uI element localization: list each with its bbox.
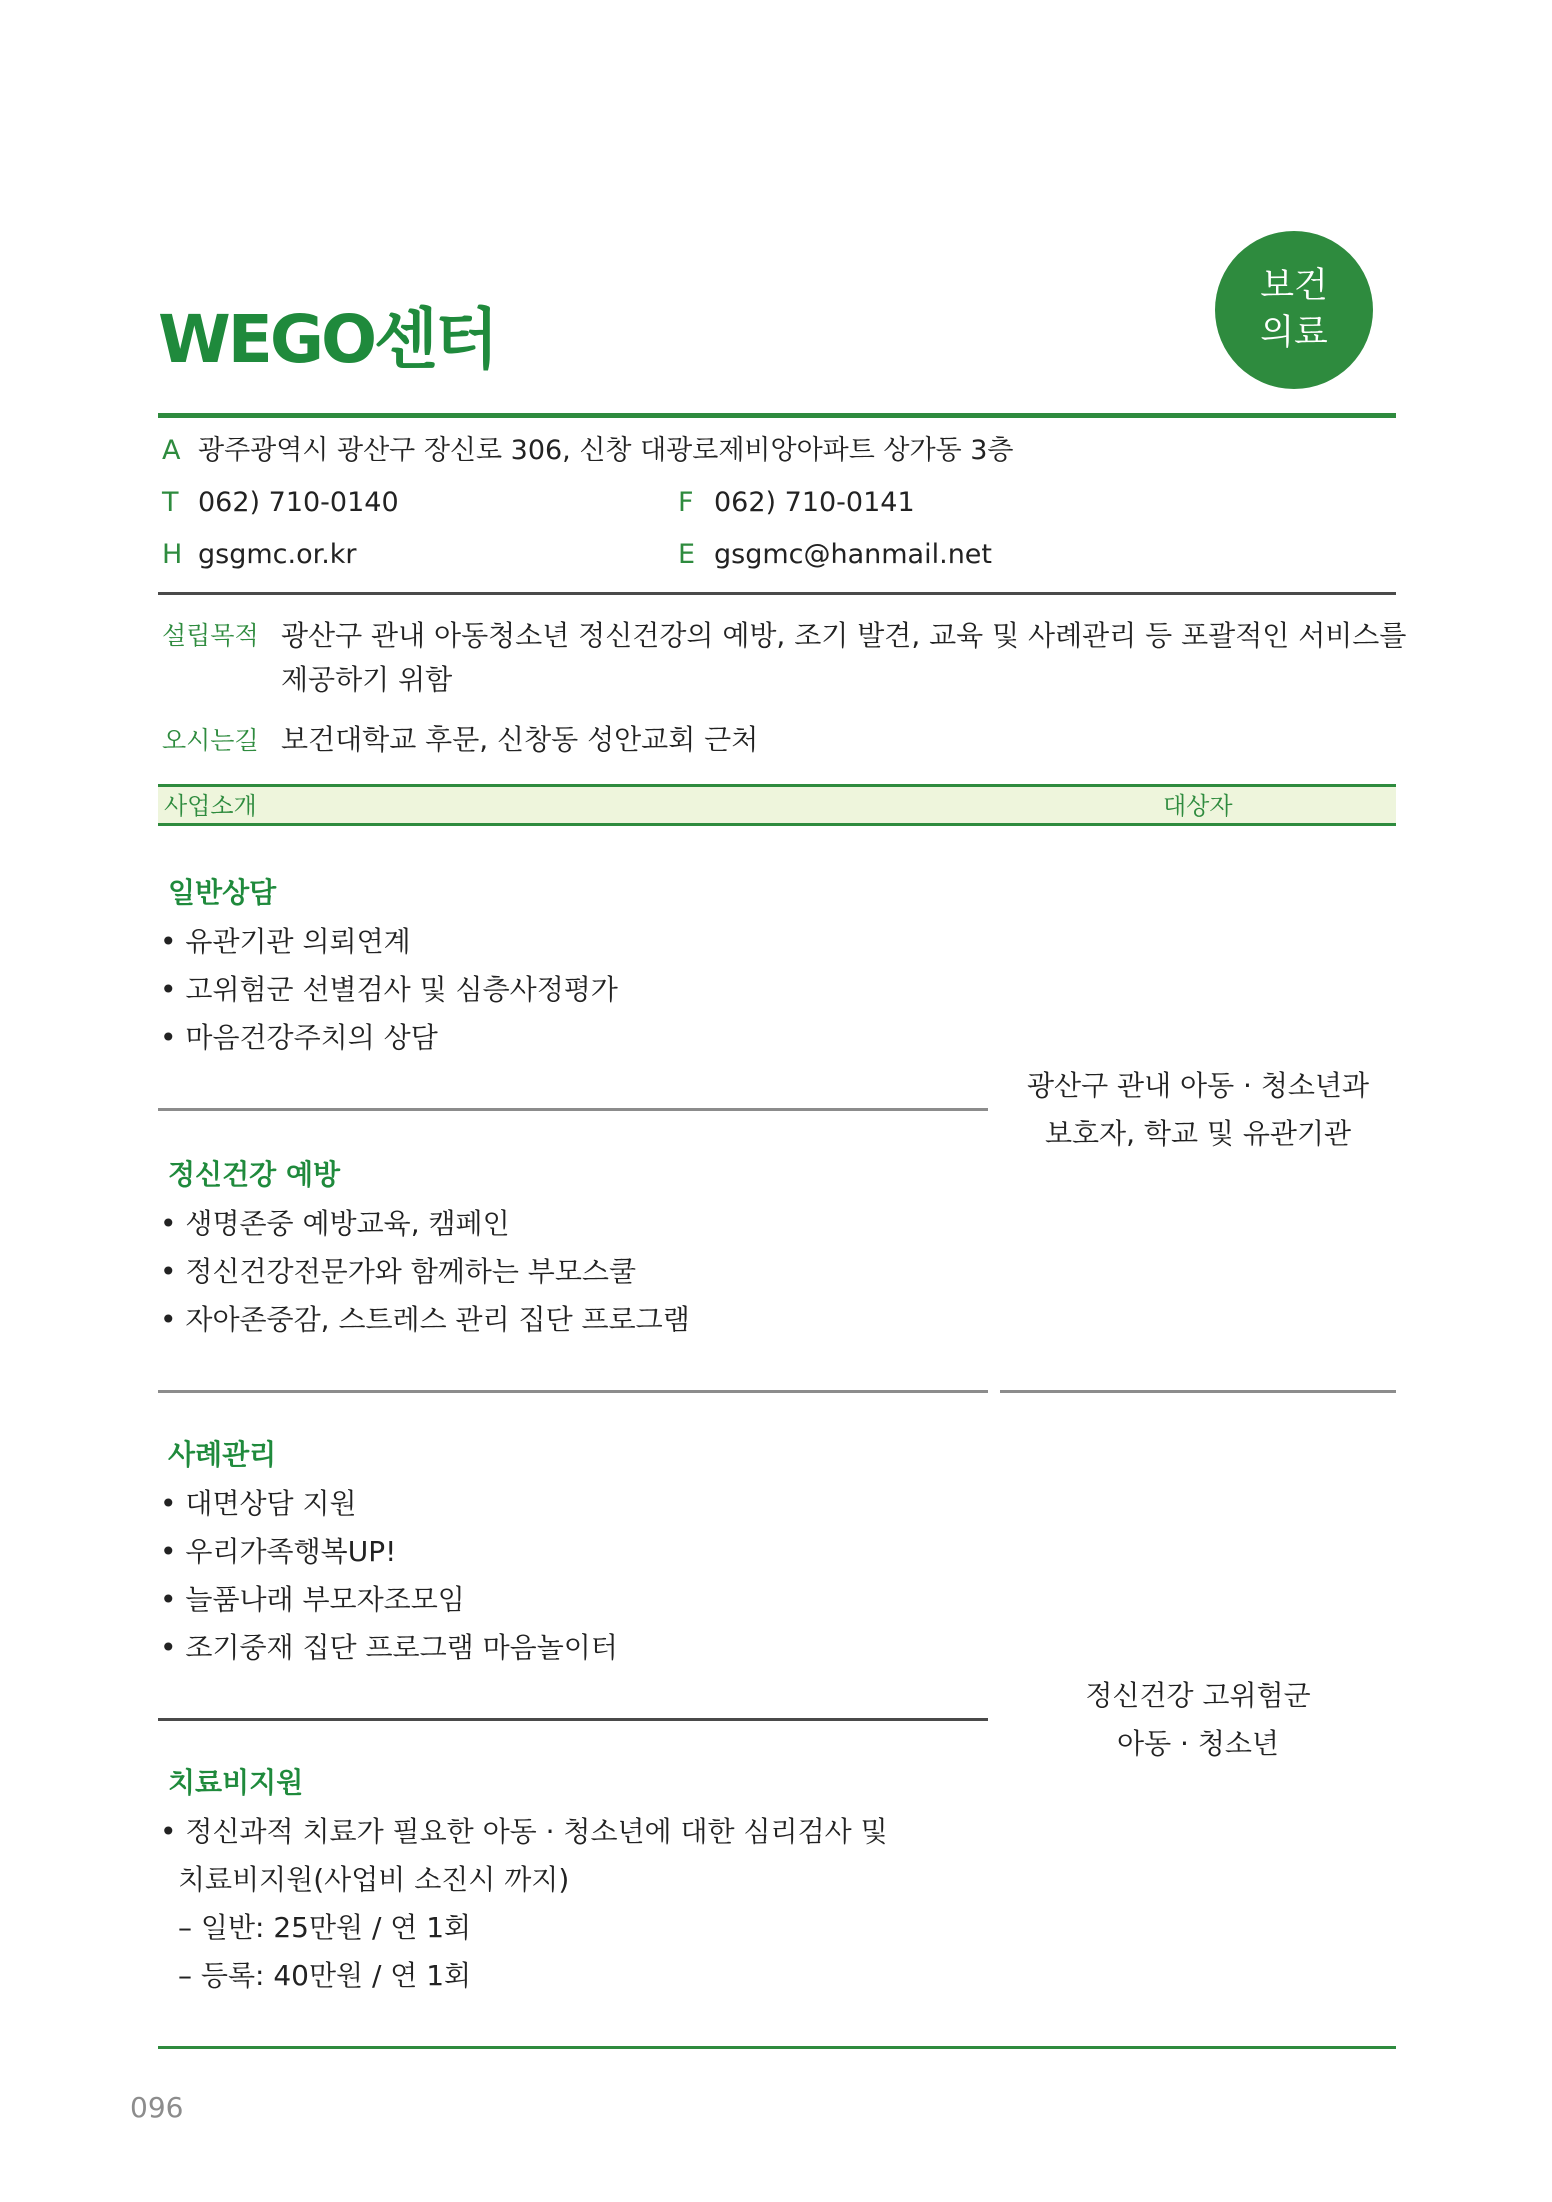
section-list <box>160 1808 888 2000</box>
fax-key: F <box>678 487 694 518</box>
section-list <box>160 1480 618 1672</box>
column-header-target: 대상자 <box>1163 792 1233 820</box>
badge-line-2: 의료 <box>1260 313 1328 353</box>
list-item: • 정신건강전문가와 함께하는 부모스쿨 <box>160 1255 636 1288</box>
target-group <box>1000 1062 1396 1158</box>
target-line-1: 정신건강 고위험군 <box>1085 1679 1311 1712</box>
list-item: • 대면상담 지원 <box>160 1487 357 1520</box>
directions-text: 보건대학교 후문, 신창동 성안교회 근처 <box>281 723 759 756</box>
address-row <box>162 433 1014 469</box>
section-title: 사례관리 <box>168 1438 277 1471</box>
list-item: • 고위험군 선별검사 및 심층사정평가 <box>160 973 618 1006</box>
page-title: WEGO센터 <box>158 301 496 378</box>
list-item: • 늘품나래 부모자조모임 <box>160 1583 465 1616</box>
section-divider <box>158 1108 988 1111</box>
fax-row <box>678 485 915 521</box>
homepage-row <box>162 537 357 573</box>
list-item: • 우리가족행복UP! <box>160 1535 397 1568</box>
badge-line-1: 보건 <box>1260 266 1328 306</box>
section-divider <box>158 1718 988 1721</box>
list-item: • 정신과적 치료가 필요한 아동 · 청소년에 대한 심리검사 및 <box>160 1815 888 1848</box>
list-item: – 일반: 25만원 / 연 1회 <box>178 1911 472 1944</box>
section-list <box>160 918 618 1062</box>
list-item: • 자아존중감, 스트레스 관리 집단 프로그램 <box>160 1303 690 1336</box>
list-item: • 유관기관 의뢰연계 <box>160 925 411 958</box>
section-title: 정신건강 예방 <box>168 1158 341 1191</box>
target-group <box>1000 1672 1396 1768</box>
list-item: • 조기중재 집단 프로그램 마음놀이터 <box>160 1631 618 1664</box>
homepage-link[interactable]: gsgmc.or.kr <box>198 539 357 570</box>
section-title: 치료비지원 <box>168 1766 304 1799</box>
section-divider <box>158 1390 988 1393</box>
address-key: A <box>162 435 181 466</box>
page-number: 096 <box>130 2091 184 2124</box>
email-link[interactable]: gsgmc@hanmail.net <box>714 539 993 570</box>
target-line-1: 광산구 관내 아동 · 청소년과 <box>1026 1069 1370 1102</box>
tel-value: 062) 710-0140 <box>198 487 399 518</box>
header-rule <box>158 413 1396 418</box>
column-header-program: 사업소개 <box>164 792 257 820</box>
purpose-text <box>281 614 1407 702</box>
tel-key: T <box>162 487 179 518</box>
footer-rule <box>158 2046 1396 2049</box>
contact-divider <box>158 592 1396 595</box>
fax-value: 062) 710-0141 <box>714 487 915 518</box>
address-value: 광주광역시 광산구 장신로 306, 신창 대광로제비앙아파트 상가동 3층 <box>198 435 1014 466</box>
directions-label: 오시는길 <box>162 726 259 755</box>
list-item: • 마음건강주치의 상담 <box>160 1021 438 1054</box>
target-line-2: 보호자, 학교 및 유관기관 <box>1044 1117 1352 1150</box>
tel-row <box>162 485 399 521</box>
list-item: 치료비지원(사업비 소진시 까지) <box>178 1863 570 1896</box>
category-badge <box>1215 231 1373 389</box>
purpose-line-1: 광산구 관내 아동청소년 정신건강의 예방, 조기 발견, 교육 및 사례관리 등 포괄적인 서비스를 <box>281 619 1407 652</box>
target-divider <box>1000 1390 1396 1393</box>
target-line-2: 아동 · 청소년 <box>1117 1727 1279 1760</box>
section-list <box>160 1200 690 1344</box>
homepage-key: H <box>162 539 183 570</box>
purpose-label: 설립목적 <box>162 621 259 650</box>
email-row <box>678 537 992 573</box>
section-title: 일반상담 <box>168 876 277 909</box>
purpose-line-2: 제공하기 위함 <box>281 663 453 696</box>
email-key: E <box>678 539 696 570</box>
list-item: – 등록: 40만원 / 연 1회 <box>178 1959 472 1992</box>
list-item: • 생명존중 예방교육, 캠페인 <box>160 1207 510 1240</box>
